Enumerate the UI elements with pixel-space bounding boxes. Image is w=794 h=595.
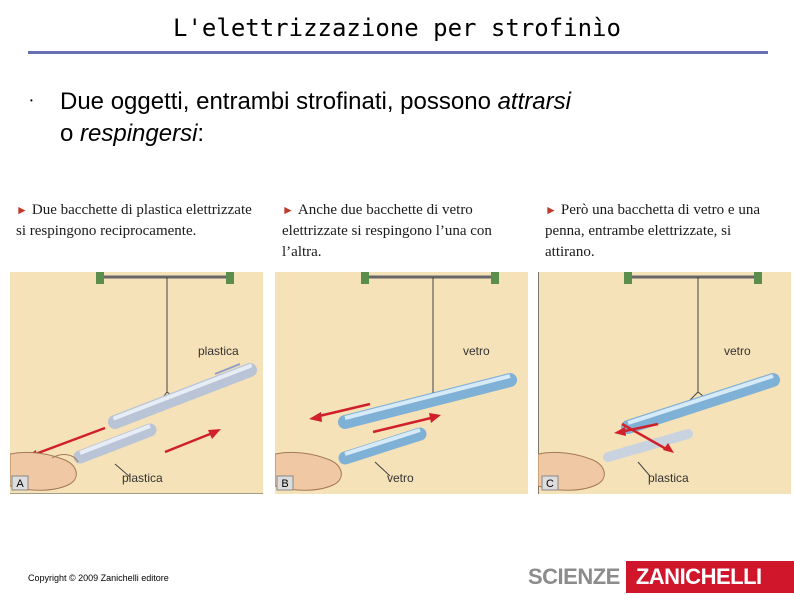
label-upper-rod-b: vetro [463, 344, 490, 358]
support-clamp [226, 272, 234, 284]
caption-text-c: Però una bacchetta di vetro e una penna, entrambe elettrizzate, si attirano. [545, 202, 760, 260]
bullet-word-attrarsi: attrarsi [497, 88, 571, 115]
illustration-panel-a [10, 272, 263, 494]
bullet-text-o: o [60, 120, 81, 147]
panel-letter-c: C [546, 478, 554, 490]
panel-letter-a: A [16, 478, 24, 490]
copyright-text: Copyright © 2009 Zanichelli editore [28, 573, 169, 583]
caption-b [282, 200, 518, 263]
slide-title: L'elettrizzazione per strofinìo [173, 14, 621, 42]
caption-text-b: Anche due bacchette di vetro elettrizzate si respingono l’una con l’altra. [282, 202, 492, 260]
caption-marker-c: ► [545, 203, 557, 217]
logo-zanichelli: ZANICHELLI [626, 561, 794, 593]
caption-a [16, 200, 260, 242]
caption-marker-b: ► [282, 203, 294, 217]
title-underline [28, 51, 768, 54]
label-lower-rod-a: plastica [122, 471, 163, 485]
caption-c [545, 200, 781, 263]
support-clamp [96, 272, 104, 284]
caption-marker-a: ► [16, 203, 28, 217]
label-upper-rod-c: vetro [724, 344, 751, 358]
bullet-text [60, 86, 780, 150]
caption-text-a: Due bacchette di plastica elettrizzate si respingono reciprocamente. [16, 202, 252, 239]
label-upper-rod-a: plastica [198, 344, 239, 358]
bullet-text-part1: Due oggetti, entrambi strofinati, possono [60, 88, 498, 115]
logo-scienze: SCIENZE [528, 564, 620, 589]
illustration-panel-c [538, 272, 791, 494]
panel-letter-b: B [281, 478, 289, 490]
label-lower-rod-c: plastica [648, 471, 689, 485]
bullet-dot: • [30, 96, 33, 105]
bullet-text-colon: : [197, 120, 205, 147]
label-lower-rod-b: vetro [387, 471, 414, 485]
illustration-panel-b [275, 272, 528, 494]
bullet-word-respingersi: respingersi [80, 120, 198, 147]
publisher-logo [528, 561, 794, 593]
